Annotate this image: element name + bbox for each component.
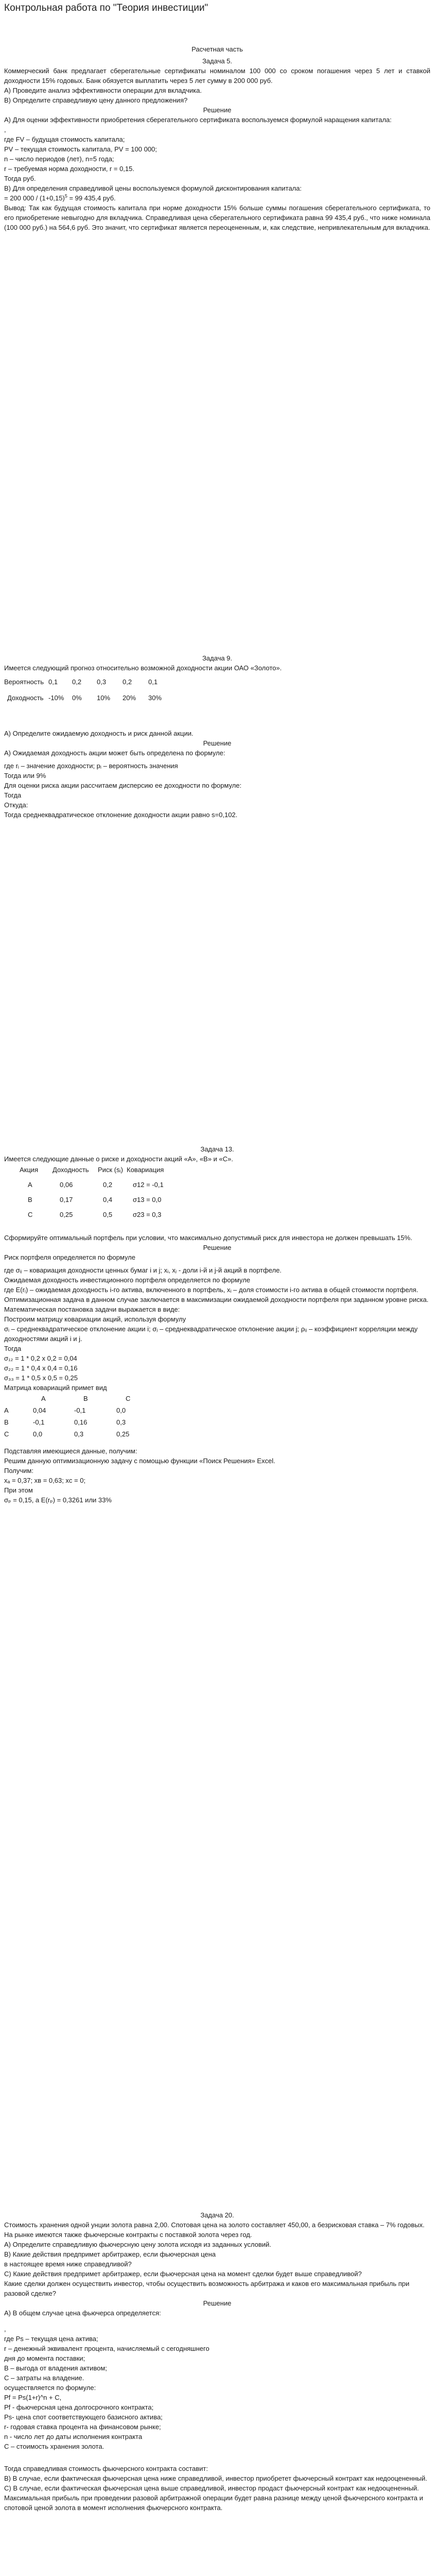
- task-5-section: [4, 44, 430, 232]
- matrix-cell: 0,0: [116, 1406, 126, 1414]
- task-13-line-3: Ожидаемая доходность инвестиционного портфеля определяется по формуле: [4, 1276, 250, 1284]
- task-5-question-b: В) Определите справедливую цену данного предложения?: [4, 96, 188, 104]
- task-9-line-5: Тогда: [4, 791, 22, 799]
- task-13-line-6: Математическая постановка задачи выражается в виде:: [4, 1306, 180, 1313]
- probability-table: [4, 676, 174, 704]
- covariance-2: σ₂₂ = 1 * 0,4 x 0,4 = 0,16: [4, 1364, 78, 1372]
- task-20-section: [4, 2210, 430, 2513]
- task-20-line-17: Максимальная прибыль при проведении разовой арбитражной операции будет равна разнице между ценой фьючерсного контракта и спотовой ценой золота в момент исполнения фьючерсного контракта.: [4, 2494, 423, 2512]
- matrix-cell: С: [126, 1395, 131, 1402]
- task-20-line-9: Pf - фьючерсная цена долгосрочного контракта;: [4, 2403, 154, 2411]
- task-5-line-5: Тогда руб.: [4, 175, 36, 182]
- task-20-line-7: осуществляется по формуле:: [4, 2384, 96, 2392]
- task-13-line-2: где σᵢⱼ – ковариация доходности ценных бумаг i и j; xᵢ, xⱼ - доли i-й и j-й акций в портфеле.: [4, 1266, 282, 1274]
- task-5-comma: ,: [4, 126, 6, 133]
- task-20-line-4: дня до момента поставки;: [4, 2354, 85, 2362]
- task-13-line-8: σᵢ – среднеквадратическое отклонение акции i; σⱼ – среднеквадратическое отклонение акции j; ρᵢⱼ – коэффициент корреляции между доходностями акций i и j.: [4, 1325, 418, 1343]
- task-20-question-b: В) Какие действия предпримет арбитражер, если фьючерсная цена: [4, 2250, 216, 2258]
- task-20-line-3: r – денежный эквивалент процента, начисляемый с сегодняшнего: [4, 2345, 210, 2352]
- probability-row: [4, 676, 174, 688]
- table-row: [9, 1206, 173, 1221]
- matrix-row: [4, 1404, 159, 1416]
- task-5-question-a: А) Проведите анализ эффективности операции для вкладчика.: [4, 87, 202, 94]
- matrix-cell: 0,16: [74, 1418, 88, 1426]
- formula-base: = 200 000 / (1+0,15): [4, 194, 65, 202]
- task-20-question-b2: в настоящее время ниже справедливой?: [4, 2260, 132, 2268]
- task-13-line-15: σₚ = 0,15, а E(rₚ) = 0,3261 или 33%: [4, 1496, 112, 1504]
- task-5-conclusion: Вывод: Так как будущая стоимость капитала при норме доходности 15% больше суммы погашения сберегательного сертификата, то его приобретение невыгодно для вкладчика. Справедливая цена сберегательного сертификата равна 99 435,4 руб., что ниже номинала (100 000 руб.) на 564,6 руб. Это значит, что сертификат является переоцененным, и, как следствие, непривлекательным для вкладчика.: [4, 204, 430, 231]
- task-20-line-13: C – стоимость хранения золота.: [4, 2443, 104, 2450]
- task-5-solution-title: Решение: [203, 106, 232, 114]
- task-9-line-1: А) Ожидаемая доходность акции может быть определена по формуле:: [4, 749, 225, 757]
- table-header: Риск (sᵢ): [98, 1166, 123, 1174]
- task-9-solution-title: Решение: [203, 739, 232, 747]
- task-13-question: Сформируйте оптимальный портфель при условии, что максимально допустимый риск для инвестора не должен превышать 15%.: [4, 1234, 412, 1242]
- task-20-line-2: где Ps – текущая цена актива;: [4, 2335, 98, 2343]
- matrix-cell: 0,3: [116, 1418, 126, 1426]
- table-cell: 0,2: [123, 678, 132, 686]
- table-cell: 0,1: [48, 678, 58, 686]
- table-cell: В: [28, 1196, 32, 1204]
- return-row: [4, 692, 174, 704]
- task-20-line-5: В – выгода от владения активом;: [4, 2364, 107, 2372]
- table-cell: 0,25: [60, 1211, 73, 1218]
- table-header: Акция: [20, 1166, 39, 1174]
- task-13-condition: Имеется следующие данные о риске и доходности акций «А», «В» и «С».: [4, 1155, 233, 1163]
- matrix-row: [4, 1428, 159, 1440]
- formula-result: = 99 435,4 руб.: [67, 194, 116, 202]
- task-9-line-6: Откуда:: [4, 801, 28, 809]
- table-header-row: [9, 1164, 173, 1176]
- task-13-line-10: Подставляя имеющиеся данные, получим:: [4, 1447, 137, 1455]
- matrix-cell: 0,04: [33, 1406, 46, 1414]
- matrix-cell: А: [41, 1395, 46, 1402]
- task-9-condition: Имеется следующий прогноз относительно возможной доходности акции ОАО «Золото».: [4, 664, 282, 672]
- covariance-1: σ₁₂ = 1 * 0,2 x 0,2 = 0,04: [4, 1354, 77, 1362]
- matrix-cell: 0,25: [116, 1430, 130, 1438]
- matrix-header-row: [4, 1393, 159, 1404]
- task-5-formula: [4, 193, 430, 203]
- task-9-line-7: Тогда среднеквадратическое отклонение доходности акции равно s=0,102.: [4, 811, 238, 819]
- table-cell: 0,17: [60, 1196, 73, 1204]
- task-13-line-11: Решим данную оптимизационную задачу с помощью функции «Поиск Решения» Excel.: [4, 1457, 275, 1465]
- matrix-cell: -0,1: [33, 1418, 45, 1426]
- task-5-title: Задача 5.: [202, 57, 233, 65]
- task-13-line-9: Тогда: [4, 1345, 22, 1352]
- matrix-row: [4, 1416, 159, 1428]
- table-cell: -10%: [48, 694, 64, 702]
- task-5-line-1: где FV – будущая стоимость капитала;: [4, 135, 125, 143]
- task-5-line-4: r – требуемая норма доходности, r = 0,15.: [4, 165, 134, 173]
- task-13-line-13: xₐ = 0,37; xʙ = 0,63; xᴄ = 0;: [4, 1477, 86, 1484]
- table-cell: 0,2: [103, 1181, 113, 1189]
- task-13-line-5: Оптимизационная задача в данном случае заключается в максимизации ожидаемой доходности портфеля при заданном уровне риска.: [4, 1296, 429, 1303]
- task-9-section: [4, 653, 430, 820]
- task-13-line-1: Риск портфеля определяется по формуле: [4, 1253, 135, 1261]
- task-13-line-12: Получим:: [4, 1467, 33, 1475]
- task-20-solution-title: Решение: [203, 2299, 232, 2307]
- task-20-line-11: r- годовая ставка процента на финансовом рынке;: [4, 2423, 161, 2431]
- table-row: [9, 1176, 173, 1191]
- task-5-solution-b: В) Для определения справедливой цены воспользуемся формулой дисконтирования капитала:: [4, 184, 302, 192]
- table-cell: А: [28, 1181, 32, 1189]
- formula-exponent: 5: [64, 193, 67, 199]
- table-cell: Вероятность: [4, 678, 44, 686]
- task-20-line-6: C – затраты на владение.: [4, 2374, 84, 2382]
- task-20-line-8: Pf = Ps(1+r)^n + C,: [4, 2394, 62, 2401]
- task-20-line-14: Тогда справедливая стоимость фьючерсного контракта составит:: [4, 2465, 208, 2472]
- task-20-line-12: n - число лет до даты исполнения контракта: [4, 2433, 143, 2441]
- table-cell: 0,5: [103, 1211, 113, 1218]
- table-cell: 0%: [72, 694, 82, 702]
- table-cell: 0,2: [72, 678, 82, 686]
- task-20-condition: Стоимость хранения одной унции золота равна 2,00. Спотовая цена на золото составляет 450,00, а безрисковая ставка – 7% годовых. На рынке имеются также фьючерсные контракты с поставкой золота через год.: [4, 2221, 425, 2239]
- table-cell: σ13 = 0,0: [133, 1196, 162, 1204]
- task-20-line-1: А) В общем случае цена фьючерса определяется:: [4, 2309, 161, 2317]
- risk-return-table: [9, 1164, 173, 1221]
- covariance-3: σ₃₃ = 1 * 0,5 x 0,5 = 0,25: [4, 1374, 78, 1382]
- task-20-question-a: А) Определите справедливую фьючерсную цену золота исходя из заданных условий.: [4, 2241, 271, 2248]
- table-header: Ковариация: [127, 1166, 164, 1174]
- matrix-cell: [4, 1393, 33, 1404]
- task-9-line-4: Для оценки риска акции рассчитаем дисперсию ее доходности по формуле:: [4, 782, 242, 789]
- task-20-line-16: С) В случае, если фактическая фьючерсная цена выше справедливой, инвестор продаст фьючерсный контракт как недооцененный.: [4, 2484, 419, 2492]
- table-cell: 20%: [123, 694, 136, 702]
- task-13-line-7: Построим матрицу ковариации акций, используя формулу: [4, 1315, 186, 1323]
- table-cell: σ23 = 0,3: [133, 1211, 162, 1218]
- task-5-line-2: PV – текущая стоимость капитала, PV = 100 000;: [4, 145, 157, 153]
- task-9-title: Задача 9.: [202, 654, 233, 662]
- table-cell: 10%: [97, 694, 111, 702]
- matrix-cell: 0,3: [74, 1430, 84, 1438]
- task-20-question-d: Какие сделки должен осуществить инвестор, чтобы осуществить возможность арбитража и каков его максимальная прибыль при разовой сделке?: [4, 2280, 410, 2297]
- task-20-line-10: Ps- цена спот соответствующего базисного актива;: [4, 2413, 163, 2421]
- table-header: Доходность: [53, 1166, 89, 1174]
- matrix-cell: 0,0: [33, 1430, 43, 1438]
- matrix-cell: -0,1: [74, 1406, 86, 1414]
- task-9-line-2: где rᵢ – значение доходности; pᵢ – вероятность значения: [4, 762, 178, 770]
- task-13-solution-title: Решение: [203, 1244, 232, 1251]
- table-row: [9, 1191, 173, 1206]
- table-cell: Доходность: [7, 694, 44, 702]
- matrix-title: Матрица ковариаций примет вид: [4, 1384, 107, 1392]
- section-title: Расчетная часть: [191, 45, 243, 53]
- matrix-cell: С: [4, 1430, 9, 1438]
- table-cell: 0,3: [97, 678, 107, 686]
- task-13-section: [4, 1144, 430, 1505]
- task-20-line-15: В) В случае, если фактическая фьючерсная цена ниже справедливой, инвестор приобретет фьючерсный контракт как недооцененный.: [4, 2475, 427, 2482]
- task-9-line-3: Тогда или 9%: [4, 772, 46, 779]
- table-cell: σ12 = -0,1: [133, 1181, 164, 1189]
- matrix-cell: А: [4, 1406, 9, 1414]
- task-13-line-4: где E(rᵢ) – ожидаемая доходность i-го актива, включенного в портфель, xᵢ – доля стоимости i-го актива в общей стоимости портфеля.: [4, 1286, 418, 1294]
- table-cell: 0,06: [60, 1181, 73, 1189]
- document-title: Контрольная работа по "Теория инвестиции": [4, 3, 208, 13]
- task-13-line-14: При этом: [4, 1486, 33, 1494]
- task-5-condition: Коммерческий банк предлагает сберегательные сертификаты номиналом 100 000 со сроком погашения через 5 лет и ставкой доходности 15% годовых. Банк обязуется выплатить через 5 лет сумму в 200 000 руб.: [4, 67, 430, 84]
- table-cell: 0,1: [148, 678, 158, 686]
- task-5-line-3: n – число периодов (лет), n=5 года;: [4, 155, 114, 163]
- matrix-cell: В: [83, 1395, 88, 1402]
- task-20-title: Задача 20.: [200, 2211, 234, 2219]
- covariance-matrix: [4, 1393, 159, 1440]
- task-9-question: А) Определите ожидаемую доходность и риск данной акции.: [4, 730, 194, 737]
- matrix-cell: В: [4, 1418, 9, 1426]
- task-13-title: Задача 13.: [200, 1145, 234, 1153]
- table-cell: С: [28, 1211, 33, 1218]
- task-20-question-c: С) Какие действия предпримет арбитражер, если фьючерсная цена на момент сделки будет выше справедливой?: [4, 2270, 362, 2278]
- task-5-solution-a: А) Для оценки эффективности приобретения сберегательного сертификата воспользуемся формулой наращения капитала:: [4, 116, 392, 124]
- task-20-comma: ,: [4, 2325, 6, 2333]
- table-cell: 0,4: [103, 1196, 113, 1204]
- table-cell: 30%: [148, 694, 162, 702]
